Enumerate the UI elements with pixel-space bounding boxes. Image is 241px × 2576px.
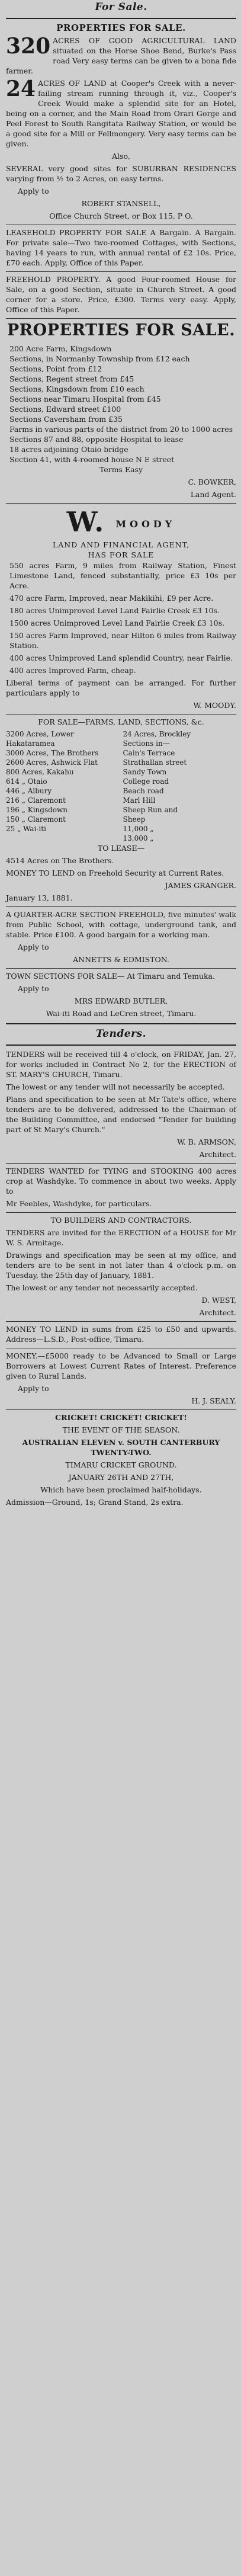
ad-bowker [6,321,236,499]
ad-sealy [6,1351,236,1406]
advertiser-name: H. J. SEALY. [191,1396,236,1405]
list-item: Cain's Terrace [123,749,175,757]
acre-number: 24 [6,76,36,101]
divider [6,503,236,504]
divider [6,968,236,969]
ad-date: January 13, 1881. [6,893,73,902]
divider [6,1023,236,1024]
ad-subtitle: HAS FOR SALE [88,550,155,559]
left-column [6,729,120,843]
list-item: 25 „ Wai-iti [6,825,46,833]
ad-paragraph: MONEY TO LEND on Freehold Security at Current Rates. [6,869,224,877]
list-item: Sections, Point from £12 [9,364,102,373]
property-list [6,560,236,675]
list-item: Sections near Timaru Hospital from £45 [9,395,161,403]
advertiser-name: W. B. ARMSON, [177,1138,236,1146]
divider [6,18,236,19]
list-item: 150 acres Farm Improved, near Hilton 6 miles from Railway Station. [9,631,236,650]
list-item: Sheep [123,815,146,824]
ad-text: Apply to [18,187,49,196]
list-item: 550 acres Farm, 9 miles from Railway Station, Finest Limestone Land, fenced substantially, price £3 10s per Acre. [9,561,236,590]
ad-annetts [6,909,236,965]
list-item: Beach road [123,787,164,795]
advertiser-title: Architect. [199,1308,236,1317]
list-item: Marl Hill [123,796,156,805]
list-item: 150 „ Claremont [6,815,66,824]
cricket-note: Which have been proclaimed half-holidays. [40,1485,202,1494]
list-item: 180 acres Unimproved Level Land Fairlie Creek £3 10s. [9,606,220,615]
cricket-venue: TIMARU CRICKET GROUND. [65,1460,177,1469]
tender-west [6,1215,236,1318]
divider [6,318,236,319]
ad-paragraph: Drawings and specification may be seen at my office, and tenders are to be sent in not later than 4 o'clock p.m. on Tuesday, the 25th day of January, 1881. [6,1251,236,1280]
ad-subheading: TO LEASE— [97,844,145,853]
ad-cricket [6,1412,236,1507]
ad-heading: TO BUILDERS AND CONTRACTORS. [50,1216,192,1225]
list-item: Strathallan street [123,758,187,767]
ad-text: Apply to [18,984,49,993]
list-item: 400 acres Unimproved Land splendid Country, near Fairlie. [9,653,233,662]
advertiser-address: Office Church Street, or Box 115, P O. [49,212,193,220]
ad-paragraph: Liberal terms of payment can be arranged. For further particulars apply to [6,678,236,697]
ad-paragraph: 320 ACRES OF GOOD AGRICULTURAL LAND situated on the Horse Shoe Bend, Burke's Pass road Very easy terms can be given to a bona fide farmer. [6,34,236,75]
advertiser-name: ANNETTS & EDMISTON. [73,955,169,964]
advertiser-name: JAMES GRANGER. [165,881,236,890]
ad-paragraph: TENDERS will be received till 4 o'clock, on FRIDAY, Jan. 27, for works included in Contract No 2, for the ERECTION of ST. MARY'S CHURCH, Timaru. [6,1050,236,1079]
ad-heading: PROPERTIES FOR SALE. [56,23,186,33]
ad-moody [6,507,236,710]
ad-freehold: FREEHOLD PROPERTY. A good Four-roomed House for Sale, on a good Section, situate in Church Street. A good corner for a store. Price, £300. Terms very easy. Apply, Office of this Paper. [6,275,236,314]
ad-paragraph: The lowest or any tender not necessarily accepted. [6,1283,198,1292]
ad-text: Apply to [18,1384,49,1393]
list-item: 13,000 „ [123,834,154,842]
list-item: 3000 Acres, The Brothers [6,749,99,757]
ad-paragraph: The lowest or any tender will not necessarily be accepted. [6,1082,225,1091]
divider [6,271,236,272]
list-item: Sheep Run and [123,806,178,814]
divider [6,1409,236,1410]
cricket-headline: CRICKET! CRICKET! CRICKET! [55,1413,187,1422]
ad-paragraph: SEVERAL very good sites for SUBURBAN RESIDENCES varying from ½ to 2 Acres, on easy terms. [6,164,236,183]
list-item: College road [123,777,169,786]
right-column [123,729,237,843]
advertiser-name: W. MOODY. [193,701,236,710]
ad-text: Apply to [18,943,49,951]
ad-paragraph: MONEY.—£5000 ready to be Advanced to Small or Large Borrowers at Lowest Current Rates of Interest. Preference given to Rural Lands. [6,1351,236,1380]
ad-paragraph: A QUARTER-ACRE SECTION FREEHOLD, five minutes' walk from Public School, with cottage, underground tank, and stable. Price £100. A good bargain for a working man. [6,910,236,939]
cricket-dates: JANUARY 26TH AND 27TH, [68,1473,174,1482]
advertiser-title: Architect. [199,1150,236,1159]
section-title-for-sale: For Sale. [95,1,147,13]
ad-money-lsd: MONEY TO LEND in sums from £25 to £50 and upwards. Address—L.S.D., Post-office, Timaru. [6,1325,236,1344]
list-item: 2600 Acres, Ashwick Flat [6,758,98,767]
ad-heading: FOR SALE—FARMS, LAND, SECTIONS, &c. [38,717,204,726]
moody-title: W. MOODY [66,506,176,538]
advertiser-name: C. BOWKER, [188,478,236,486]
list-item: 216 „ Claremont [6,796,66,805]
list-item: 446 „ Albury [6,787,52,795]
list-item: 200 Acre Farm, Kingsdown [9,344,112,353]
advertiser-name: ROBERT STANSELL, [81,199,161,208]
cricket-admission: Admission—Ground, 1s; Grand Stand, 2s extra. [6,1498,184,1507]
divider [6,714,236,715]
divider [6,906,236,907]
list-item: 11,000 „ [123,825,154,833]
list-item: Sections, Regent street from £45 [9,374,134,383]
list-item: 470 acre Farm, Improved, near Makikihi, £9 per Acre. [9,594,214,603]
list-item: Farms in various parts of the district from 20 to 1000 acres [9,425,233,434]
list-item: 400 acres Improved Farm, cheap. [9,666,136,675]
list-item: Sections in— [123,739,170,748]
divider [6,1321,236,1322]
ad-paragraph: Mr Feebles, Washdyke, for particulars. [6,1199,152,1208]
advertiser-name: D. WEST, [201,1296,236,1305]
ad-stansell [6,23,236,221]
cricket-match: AUSTRALIAN ELEVEN v. SOUTH CANTERBURY TWENTY-TWO. [22,1438,220,1457]
ad-leasehold: LEASEHOLD PROPERTY FOR SALE A Bargain. A Bargain. For private sale—Two two-roomed Cottages, with Sections, having 14 years to run, with annual rental of £2 10s. Price, £70 each. Apply, Office of this Paper. [6,228,236,267]
tender-armson [6,1049,236,1159]
divider [6,1212,236,1213]
property-list [6,344,236,464]
section-title-tenders: Tenders. [95,1028,147,1040]
ad-text: Also, [112,152,130,161]
ad-paragraph: TOWN SECTIONS FOR SALE— At Timaru and Temuka. [6,972,215,981]
advertiser-title: Land Agent. [190,490,236,499]
ad-granger [6,717,236,903]
advertiser-address: Wai-iti Road and LeCren street, Timaru. [46,1009,197,1018]
list-item: 614 „ Otaio [6,777,47,786]
list-item: Sections 87 and 88, opposite Hospital to lease [9,435,184,444]
tender-washdyke [6,1166,236,1209]
terms-text: Terms Easy [99,465,143,474]
list-item: Sections Caversham from £35 [9,415,123,424]
divider [6,1163,236,1164]
ad-paragraph: TENDERS are invited for the ERECTION of a HOUSE for Mr W. S. Armitage. [6,1228,236,1247]
list-item: 3200 Acres, Lower Hakataramea [6,730,74,748]
ad-heading: PROPERTIES FOR SALE. [7,321,236,339]
ad-text: 4514 Acres on The Brothers. [6,856,114,865]
ad-paragraph: TENDERS WANTED for TYING and STOOKING 400 acres crop at Washdyke. To commence in about two weeks. Apply to [6,1167,236,1196]
list-item: 24 Acres, Brockley [123,730,191,738]
divider [6,1045,236,1046]
ad-paragraph: 24 ACRES OF LAND at Cooper's Creek with a never-failing stream running through it, viz., Cooper's Creek Would make a splendid site for an Hotel, being on a corner, and the Main Road from Orari Gorge and Peel Forest to South Rangitata Railway Station, or would be a good site for a Mill or Fellmongery. Very easy terms can be given. [6,76,236,148]
advertiser-name: MRS EDWARD BUTLER, [74,997,168,1005]
list-item: Sections, in Normanby Township from £12 each [9,354,190,363]
list-item: Section 41, with 4-roomed house N E street [9,455,175,464]
list-item: 196 „ Kingsdown [6,806,68,814]
ad-subtitle: LAND AND FINANCIAL AGENT, [52,540,190,549]
list-item: 18 acres adjoining Otaio bridge [9,445,128,454]
ad-butler [6,971,236,1018]
list-item: Sections, Edward street £100 [9,405,121,414]
property-columns [6,729,236,843]
cricket-subhead: THE EVENT OF THE SEASON. [62,1425,180,1434]
list-item: Sandy Town [123,768,167,776]
list-item: 800 Acres, Kakahu [6,768,74,776]
acre-number: 320 [6,34,51,59]
ad-paragraph: Plans and specification to be seen at Mr Tate's office, where tenders are to be delivered, addressed to the Chairman of the Building Committee, and endorsed "Tender for building part of St Mary's Church." [6,1095,236,1134]
list-item: 1500 acres Unimproved Level Land Fairlie Creek £3 10s. [9,619,224,627]
list-item: Sections, Kingsdown from £10 each [9,385,144,393]
